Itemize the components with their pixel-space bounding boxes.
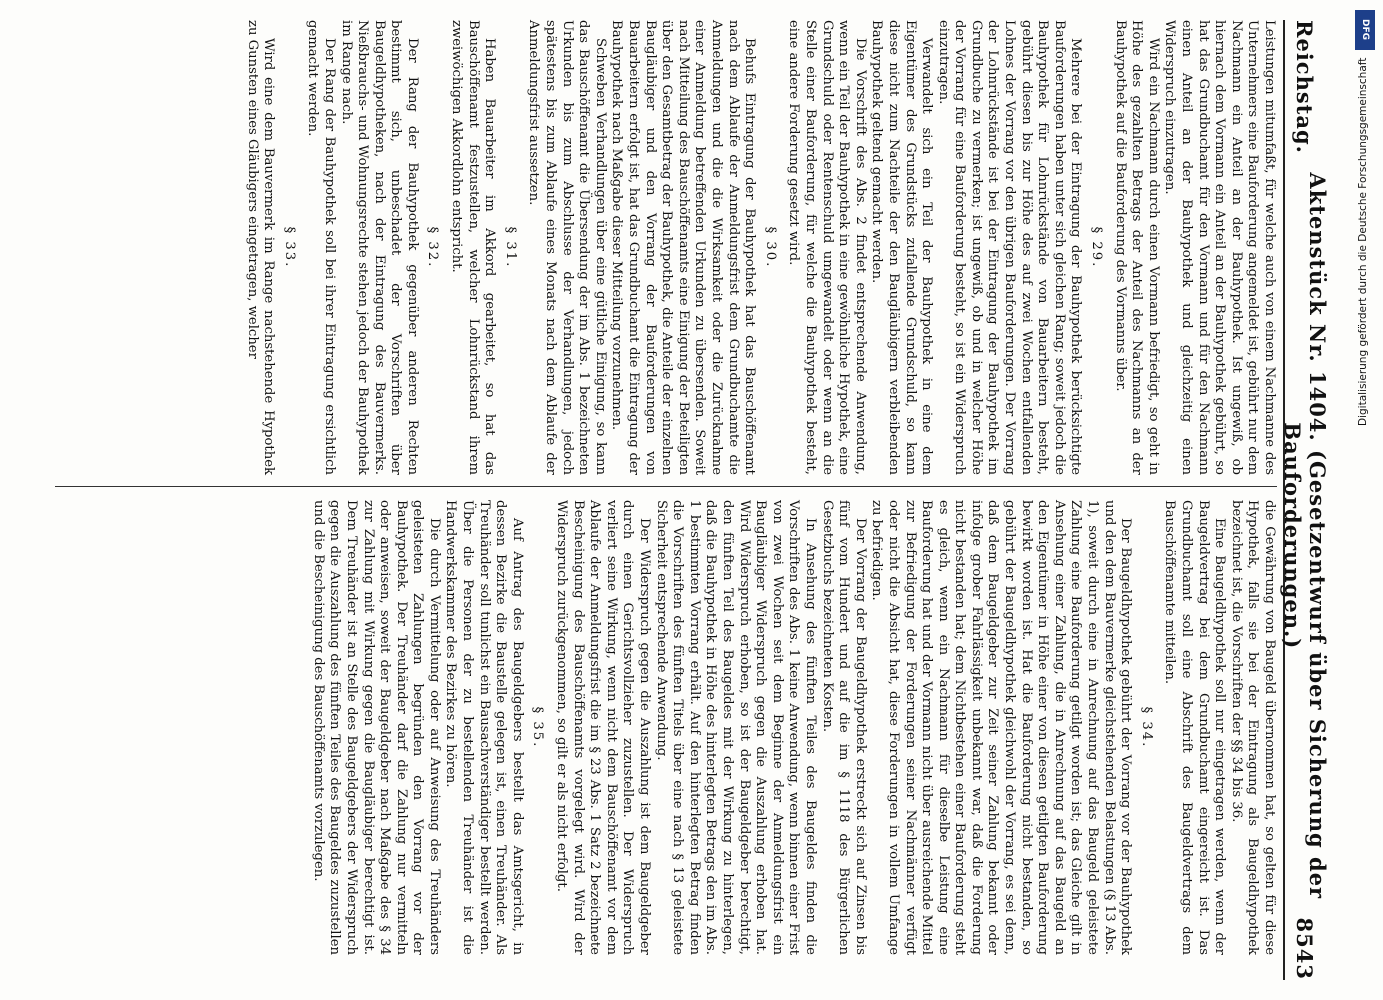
funding-note: Digitalisierung gefördert durch die Deutsche Forschungsgemeinschaft bbox=[1357, 58, 1369, 427]
paragraph: Die Vorschrift des Abs. 2 findet entsprechende Anwendung, wenn ein Teil der Bauhypothek in eine gewöhnliche Hypothek, eine Grundschuld oder Rentenschuld umgewandelt oder wenn an die Stelle einer Bauforderung, für welche die Bauhypothek besteht, eine andere Forderung gesetzt wird. bbox=[786, 20, 868, 475]
paragraph: Haben Bauarbeiter im Akkord gearbeitet, so hat das Bauschöffenamt festzustellen, welcher Lohnrückstand ihrem zweiwöchigen Akkordlohn entspricht. bbox=[449, 20, 498, 475]
paragraph: Der Widerspruch gegen die Auszahlung ist dem Baugeldgeber durch einen Gerichtsvollzieher zuzustellen. Der Widerspruch verliert seine Wirkung, wenn nicht dem Bauschöffenamt vor dem Ablaufe der Anmeldungsfrist die im § 23 Abs. 1 Satz 2 bezeichnete Bescheinigung des Bauschöffenamts vorgelegt wird. Wird der Widerspruch zurückgenommen, so gilt er als nicht erfolgt. bbox=[554, 500, 653, 955]
paragraph: Behufs Eintragung der Bauhypothek hat das Bauschöffenamt nach dem Ablaufe der Anmeldungsfrist dem Grundbuchamte die Anmeldungen und die die Wirksamkeit oder die Zurücknahme einer Anmeldung betreffenden Urkunden zu übersenden. Soweit nach Mitteilung des Bauschöffenamts eine Einigung der Beteiligten über den Gesamtbetrag der Bauhypothek, die Anteile der einzelnen Baugläubiger und den Vorrang der Bauforderungen von Bauarbeitern erfolgt ist, hat das Grundbuchamt die Eintragung der Bauhypothek nach Maßgabe dieser Mitteilung vorzunehmen. bbox=[609, 20, 758, 475]
section-heading: § 32. bbox=[425, 226, 441, 269]
header-left: Reichstag. bbox=[1292, 20, 1318, 154]
section-heading: § 35. bbox=[530, 706, 546, 749]
section-heading: § 30. bbox=[762, 226, 778, 269]
paragraph: Schweben Verhandlungen über eine gütliche Einigung, so kann das Bauschöffenamt die Übersendung der im Abs. 1 bezeichneten Urkunden bis zum Abschlusse der Verhandlungen, jedoch spätestens bis zum Ablaufe eines Monats nach dem Ablaufe der Anmeldungsfrist aussetzen. bbox=[526, 20, 608, 475]
paragraph: Der Rang der Bauhypothek soll bei ihrer Eintragung ersichtlich gemacht werden. bbox=[305, 20, 337, 475]
paragraph: die Gewährung von Baugeld übernommen hat, so gelten für diese Hypothek, falls sie bei der Eintragung als Baugeldhypothek bezeichnet ist, die Vorschriften der §§ 34 bis 36. bbox=[1228, 500, 1277, 955]
section-heading: § 31. bbox=[502, 226, 518, 269]
section-heading: § 34. bbox=[1138, 706, 1154, 749]
paragraph: Der Rang der Bauhypothek gegenüber anderen Rechten bestimmt sich, unbeschadet der Vorschriften über Baugeldhypotheken, nach der Eintragung des Bauvermerks. Nießbrauchs- und Wohnungsrechte stehen jedoch der Bauhypothek im Range nach. bbox=[338, 20, 420, 475]
section-heading: § 29. bbox=[1089, 226, 1105, 269]
digitization-stamp bbox=[1355, 10, 1375, 990]
dfg-logo: DFG bbox=[1355, 10, 1375, 50]
paragraph: Eine Baugeldhypothek soll nur eingetragen werden, wenn der Baugeldvertrag bei dem Grundbuchamt eingereicht ist. Das Grundbuchamt soll eine Abschrift des Baugeldvertrags dem Bauschöffenamte mitteilen. bbox=[1162, 500, 1228, 955]
paragraph: In Ansehung des fünften Teiles des Baugeldes finden die Vorschriften des Abs. 1 keine Anwendung, wenn binnen einer Frist von zwei Wochen seit dem Beginne der Anmeldungsfrist ein Baugläubiger Widerspruch gegen die Auszahlung erhoben hat. Wird Widerspruch erhoben, so ist der Baugeldgeber berechtigt, den fünften Teil des Baugeldes mit der Wirkung zu hinterlegen, daß die Bauhypothek in Höhe des hinterlegten Betrags den im Abs. 1 bestimmten Vorrang erhält. Auf den hinterlegten Betrag finden die Vorschriften des fünften Titels über eine nach § 13 geleistete Sicherheit entsprechende Anwendung. bbox=[653, 500, 818, 955]
paragraph: Der Baugeldhypothek gebührt der Vorrang vor der Bauhypothek und den dem Bauvermerke gleichstehenden Belastungen (§ 13 Abs. 1), soweit durch eine in Anrechnung auf das Baugeld geleistete Zahlung eine Bauforderung getilgt worden ist; das Gleiche gilt in Ansehung einer Zahlung, die in Anrechnung auf das Baugeld an den Eigentümer in Höhe einer von diesen getilgten Bauforderung bewirkt worden ist. Hat die Bauforderung nicht bestanden, so gebührt der Baugeldhypothek gleichwohl der Vorrang, es sei denn, daß dem Baugeldgeber zur Zeit seiner Zahlung bekannt oder infolge grober Fahrlässigkeit unbekannt war, daß die Forderung nicht bestanden hat; dem Nichtbestehen einer Bauforderung steht es gleich, wenn ein Nachmann für dieselbe Leistung eine Bauforderung hat und der Vormann nicht über ausreichende Mittel zur Befriedigung der Forderungen seiner Nachmänner verfügt oder nicht die Absicht hat, diese Forderungen in vollem Umfange zu befriedigen. bbox=[869, 500, 1134, 955]
paragraph: Auf Antrag des Baugeldgebers bestellt das Amtsgericht, in dessen Bezirke die Baustelle gelegen ist, einen Treuhänder. Als Treuhänder soll tunlichst ein Bausachverständiger bestellt werden. Über die Personen der zu bestellenden Treuhänder ist die Handwerkskammer des Bezirkes zu hören. bbox=[443, 500, 525, 955]
column-divider bbox=[55, 486, 1277, 487]
paragraph: Die durch Vermittelung oder auf Anweisung des Treuhänders geleisteten Zahlungen begründen den Vorrang vor der Bauhypothek. Der Treuhänder darf die Zahlung nur vermitteln oder anweisen, soweit der Baugeldgeber nach Maßgabe des § 34 zur Zahlung mit Wirkung gegen die Baugläubiger berechtigt ist. Dem Treuhänder ist an Stelle des Baugeldgebers der Widerspruch gegen die Auszahlung des fünften Teiles des Baugeldes zuzustellen und die Bescheinigung des Bauschöffenamts vorzulegen. bbox=[310, 500, 442, 955]
paragraph: Mehrere bei der Eintragung der Bauhypothek berücksichtigte Bauforderungen haben unter sich gleichen Rang; soweit jedoch die Bauhypothek für Lohnrückstände von Bauarbeitern besteht, gebührt diesen bis zur Höhe des auf zwei Wochen entfallenden Lohnes der Vorrang vor den übrigen Bauforderungen. Der Vorrang der Lohnrückstände ist bei der Eintragung der Bauhypothek im Grundbuche zu vermerken; ist ungewiß, ob und in welcher Höhe der Vorrang für eine Bauforderung besteht, so ist ein Widerspruch einzutragen. bbox=[935, 20, 1084, 475]
paragraph: Leistungen mitumfaßt, für welche auch von einem Nachmanne des Unternehmers eine Bauforderung angemeldet ist, gebührt nur dem Nachmann ein Anteil an der Bauhypothek. Ist ungewiß, ob hiernach dem Vormann ein Anteil an der Bauhypothek gebührt, so hat das Grundbuchamt für den Vormann und für den Nachmann einen Anteil an der Bauhypothek und gleichzeitig einen Widerspruch einzutragen. bbox=[1162, 20, 1277, 475]
right-column bbox=[45, 500, 1277, 955]
paragraph: Der Vorrang der Baugeldhypothek erstreckt sich auf Zinsen bis fünf vom Hundert und auf die im § 1118 des Bürgerlichen Gesetzbuchs bezeichneten Kosten. bbox=[819, 500, 868, 955]
section-heading: § 33. bbox=[281, 226, 297, 269]
paragraph: Verwandelt sich ein Teil der Bauhypothek in eine dem Eigentümer des Grundstücks zufallende Grundschuld, so kann diese nicht zum Nachteile der den Baugläubigern verbleibenden Bauhypothek geltend gemacht werden. bbox=[869, 20, 935, 475]
paragraph: Wird eine dem Bauvermerk im Range nachstehende Hypothek zu Gunsten eines Gläubigers eingetragen, welcher bbox=[244, 20, 277, 475]
page-number: 8543 bbox=[1292, 917, 1318, 980]
header-title: Aktenstück Nr. 1404. (Gesetzentwurf über Sicherung der Bauforderungen.) bbox=[1280, 172, 1330, 900]
page-header bbox=[1280, 20, 1330, 980]
paragraph: Wird ein Nachmann durch einen Vormann befriedigt, so geht in Höhe des gezahlten Betrags der Anteil des Nachmanns an der Bauhypothek auf die Bauforderung des Vormanns über. bbox=[1112, 20, 1161, 475]
left-column bbox=[45, 20, 1277, 475]
rotated-page-content bbox=[45, 20, 1330, 980]
